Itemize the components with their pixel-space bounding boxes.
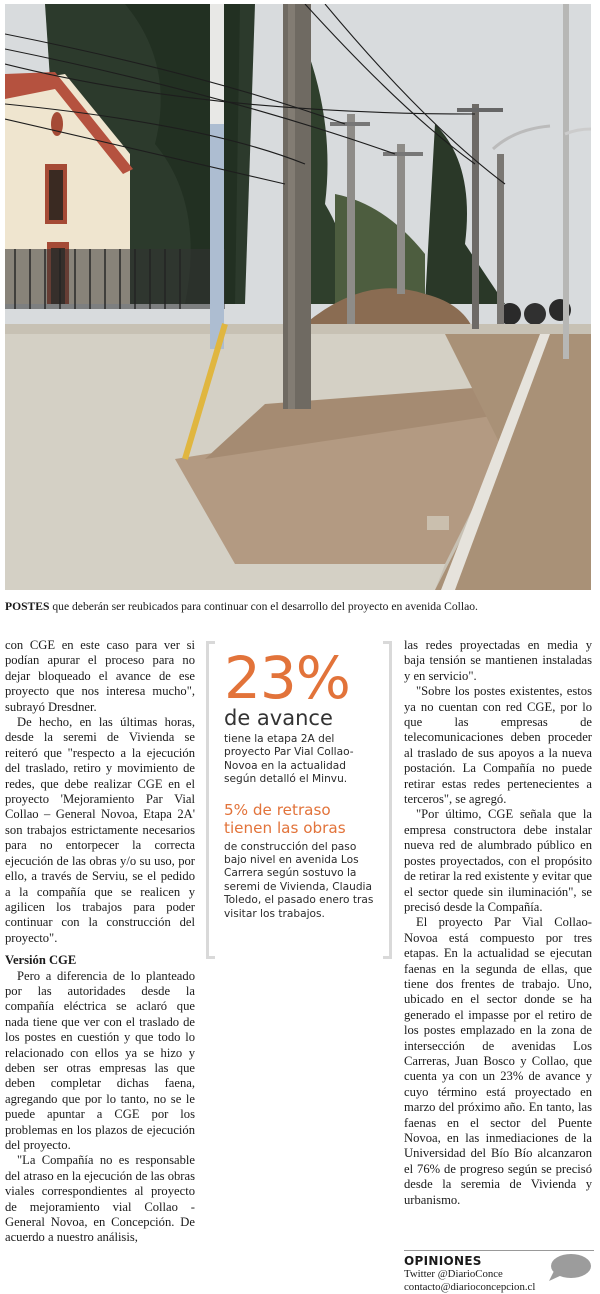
paragraph: "Sobre los postes existentes, estos ya no cuentan con red CGE, por lo que las empresas de telecomunicaciones deben proceder al traslado de sus apoyos a la nueva postación. La Compañía no puede retirar estas redes pertenecientes a terceros", se agregó. — [404, 684, 592, 807]
caption-lead: POSTES — [5, 600, 50, 613]
secondary-stat-heading: 5% de retraso tienen las obras — [224, 800, 346, 837]
big-percentage: 23% — [224, 644, 350, 712]
speech-bubble-icon — [546, 1253, 592, 1283]
paragraph: con CGE en este caso para ver si podían apurar el proceso para no dejar bloqueado el avance de ese proyecto que nos interesa mucho", subrayó Dresdner. — [5, 638, 195, 714]
right-bracket-decoration — [383, 641, 392, 959]
article-photo — [5, 4, 591, 590]
stats-box — [206, 641, 392, 959]
article-column-3 — [404, 638, 592, 1208]
paragraph: El proyecto Par Vial Collao-Novoa está compuesto por tres etapas. En la actualidad se ejecutan faenas en la segunda de ellas, que tiene dos frentes de trabajo. Uno, ubicado en el sector donde se ha generado el impasse por el retiro de los postes emplazado en la zona de intersección de avenidas Los Carreras, Juan Bosco y Collao, que cuenta ya con un 23% de avance y cuyo término está proyectado en marzo del próximo año. En tanto, las faenas en el sector del Puente Novoa, en las inmediaciones de la Universidad del Bío Bío alcanzaron el 76% de progreso según se precisó desde la seremia de Vivienda y urbanismo. — [404, 915, 592, 1207]
caption-text: que deberán ser reubicados para continuar con el desarrollo del proyecto en avenida Collao. — [49, 600, 478, 613]
article-column-1 — [5, 638, 195, 1246]
secondary-stat-description: de construcción del paso bajo nivel en avenida Los Carrera según sostuvo la seremi de Vivienda, Claudia Toledo, el pasado enero tras visitar los trabajos. — [224, 840, 374, 920]
contact-email: contacto@diarioconcepcion.cl — [404, 1281, 536, 1293]
photo-caption — [5, 600, 595, 614]
paragraph: De hecho, en las últimas horas, desde la seremi de Vivienda se reiteró que "respecto a la ejecución del traslado, retiro y movimiento de redes, que debe realizar CGE en el proyecto 'Mejoramiento Par Vial Collao – General Novoa, Etapa 2A' son trabajos estrictamente necesarios para no entorpecer la correcta ejecución de las obras y/o su uso, por ello, a través de Serviu, se el pedido a la compañía que se realicen y agilicen los trabajos para poder continuar con la construcción del proyecto". — [5, 715, 195, 945]
left-bracket-decoration — [206, 641, 215, 959]
paragraph: "La Compañía no es responsable del atraso en la ejecución de las obras viales correspondientes al proyecto de mejoramiento vial Collao - General Novoa, en Concepción. De acuerdo a nuestro análisis, — [5, 1153, 195, 1245]
stat-description: tiene la etapa 2A del proyecto Par Vial Collao-Novoa en la actualidad según detalló el Minvu. — [224, 733, 354, 786]
opinions-footer — [404, 1250, 594, 1293]
paragraph: las redes proyectadas en media y baja tensión se mantienen instaladas y en servicio". — [404, 638, 592, 683]
opinions-title: OPINIONES — [404, 1254, 482, 1268]
paragraph: Pero a diferencia de lo planteado por las autoridades desde la compañía eléctrica se aclaró que nada tiene que ver con el traslado de los postes en cuestión y que todo lo relacionado con ellos ya se hizo y deben ser otras empresas las que deben completar dichas faena, agregando que por lo tanto, no se le puede apuntar a CGE por los problemas en los plazos de ejecución del proyecto. — [5, 968, 195, 1152]
street-construction-photo — [5, 4, 591, 590]
twitter-handle: Twitter @DiarioConce — [404, 1268, 503, 1280]
stats-box-content — [224, 644, 380, 921]
paragraph: "Por último, CGE señala que la empresa constructora debe instalar nueva red de alumbrado público en postes proyectados, con el propósito de retirar la red existente y evitar que el sector quede sin iluminación", se precisó desde la Compañía. — [404, 807, 592, 914]
big-percentage-label: de avance — [224, 706, 333, 730]
section-subhead: Versión CGE — [5, 953, 77, 968]
